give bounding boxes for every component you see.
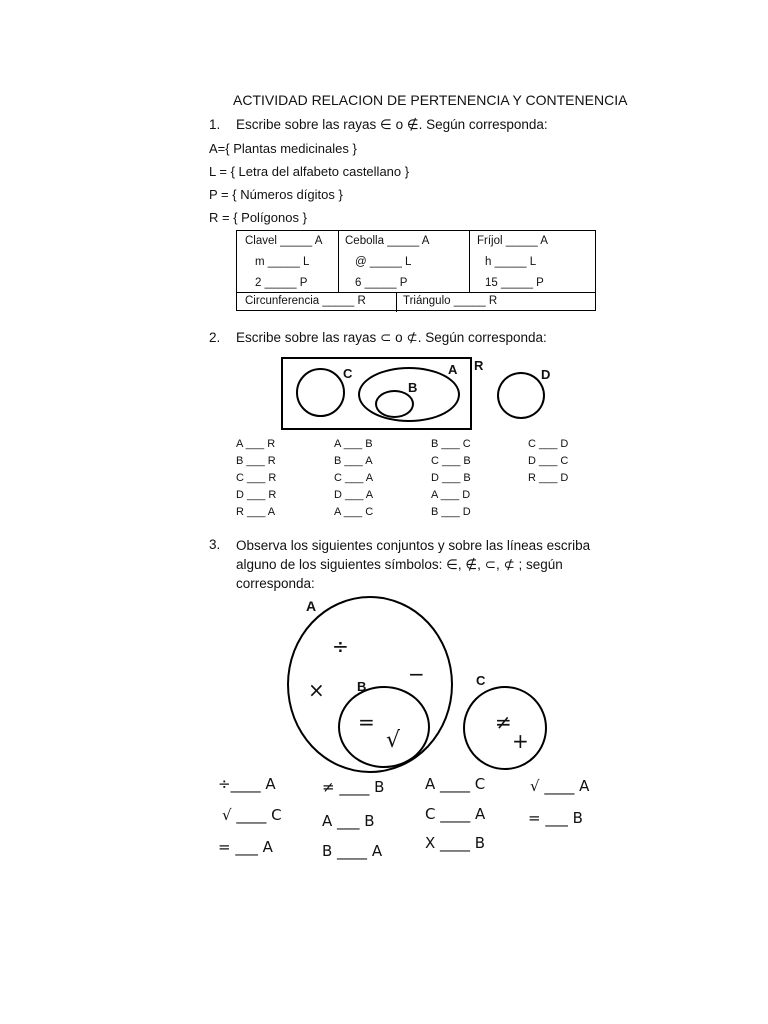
q3-number: 3.	[209, 537, 221, 552]
answer-item: B ____ A	[322, 842, 383, 860]
table-cell: Clavel _____ A	[245, 235, 323, 247]
table-cell: Circunferencia _____ R	[245, 295, 366, 307]
relation-item: A ___ D	[431, 489, 471, 501]
table-cell: Fríjol _____ A	[477, 235, 548, 247]
label-c: C	[476, 673, 486, 688]
set-a-definition: A={ Plantas medicinales }	[209, 141, 357, 156]
label-a: A	[306, 598, 317, 614]
table-cell: 15 _____ P	[485, 277, 544, 289]
answer-item: X ____ B	[425, 834, 486, 852]
relation-item: B ___ A	[334, 455, 373, 467]
relation-item: C ___ A	[334, 472, 374, 484]
label-d: D	[541, 367, 551, 382]
table-divider	[469, 231, 470, 292]
not-equal-symbol: ≠	[495, 710, 512, 734]
relation-item: A ___ B	[334, 438, 373, 450]
set-d-circle	[497, 372, 545, 419]
set-b-circle	[338, 686, 430, 768]
answer-item: = ___ B	[528, 809, 583, 827]
relation-item: D ___ C	[528, 455, 569, 467]
multiplication-symbol: ×	[308, 678, 325, 702]
relation-item: B ___ D	[431, 506, 471, 518]
q2-instruction: Escribe sobre las rayas ⊂ o ⊄. Según corresponda:	[236, 330, 547, 345]
relation-item: D ___ A	[334, 489, 374, 501]
relation-item: C ___ D	[528, 438, 569, 450]
table-divider	[396, 292, 397, 312]
set-l-definition: L = { Letra del alfabeto castellano }	[209, 164, 410, 179]
label-b: B	[357, 679, 367, 694]
q1-instruction: Escribe sobre las rayas ∈ o ∉. Según corresponda:	[236, 117, 548, 132]
relation-item: B ___ C	[431, 438, 471, 450]
table-cell: 6 _____ P	[355, 277, 408, 289]
set-p-definition: P = { Números dígitos }	[209, 187, 343, 202]
table-cell: m _____ L	[255, 256, 310, 268]
relation-item: A ___ C	[334, 506, 374, 518]
set-r-definition: R = { Polígonos }	[209, 210, 307, 225]
label-b: B	[408, 380, 418, 395]
label-r: R	[474, 358, 484, 373]
membership-table	[236, 230, 596, 311]
q2-number: 2.	[209, 330, 221, 345]
table-cell: Triángulo _____ R	[403, 295, 498, 307]
q3-instruction-line-1: Observa los siguientes conjuntos y sobre las líneas escriba	[236, 538, 591, 553]
label-c: C	[343, 366, 353, 381]
answer-item: ÷____ A	[218, 775, 276, 793]
answer-item: A ____ C	[425, 775, 486, 793]
table-cell: @ _____ L	[355, 256, 412, 268]
table-cell: 2 _____ P	[255, 277, 308, 289]
answer-item: = ___ A	[218, 838, 273, 856]
division-symbol: ÷	[332, 634, 349, 658]
table-cell: Cebolla _____ A	[345, 235, 430, 247]
page-title: ACTIVIDAD RELACION DE PERTENENCIA Y CONTENENCIA	[233, 92, 628, 108]
relation-item: D ___ R	[236, 489, 277, 501]
table-cell: h _____ L	[485, 256, 537, 268]
table-divider	[237, 292, 595, 293]
relation-item: D ___ B	[431, 472, 471, 484]
q1-number: 1.	[209, 117, 221, 132]
answer-item: ≠ ____ B	[322, 778, 385, 796]
q3-instruction-line-3: corresponda:	[236, 576, 315, 591]
answer-item: A ___ B	[322, 812, 375, 830]
relation-item: C ___ R	[236, 472, 277, 484]
relation-item: R ___ D	[528, 472, 569, 484]
answer-item: √ ____ C	[222, 806, 282, 824]
equals-symbol: =	[358, 710, 375, 734]
answer-item: C ____ A	[425, 805, 486, 823]
relation-item: A ___ R	[236, 438, 276, 450]
relation-item: R ___ A	[236, 506, 276, 518]
relation-item: C ___ B	[431, 455, 471, 467]
answer-item: √ ____ A	[530, 777, 590, 795]
plus-symbol: +	[512, 729, 529, 753]
relation-item: B ___ R	[236, 455, 276, 467]
set-c-circle	[296, 368, 345, 417]
table-divider	[338, 231, 339, 292]
label-a: A	[448, 362, 458, 377]
minus-symbol: −	[408, 662, 425, 686]
q3-instruction-line-2: alguno de los siguientes símbolos: ∈, ∉, ⊂, ⊄ ; según	[236, 557, 563, 572]
sqrt-symbol: √	[386, 728, 401, 753]
